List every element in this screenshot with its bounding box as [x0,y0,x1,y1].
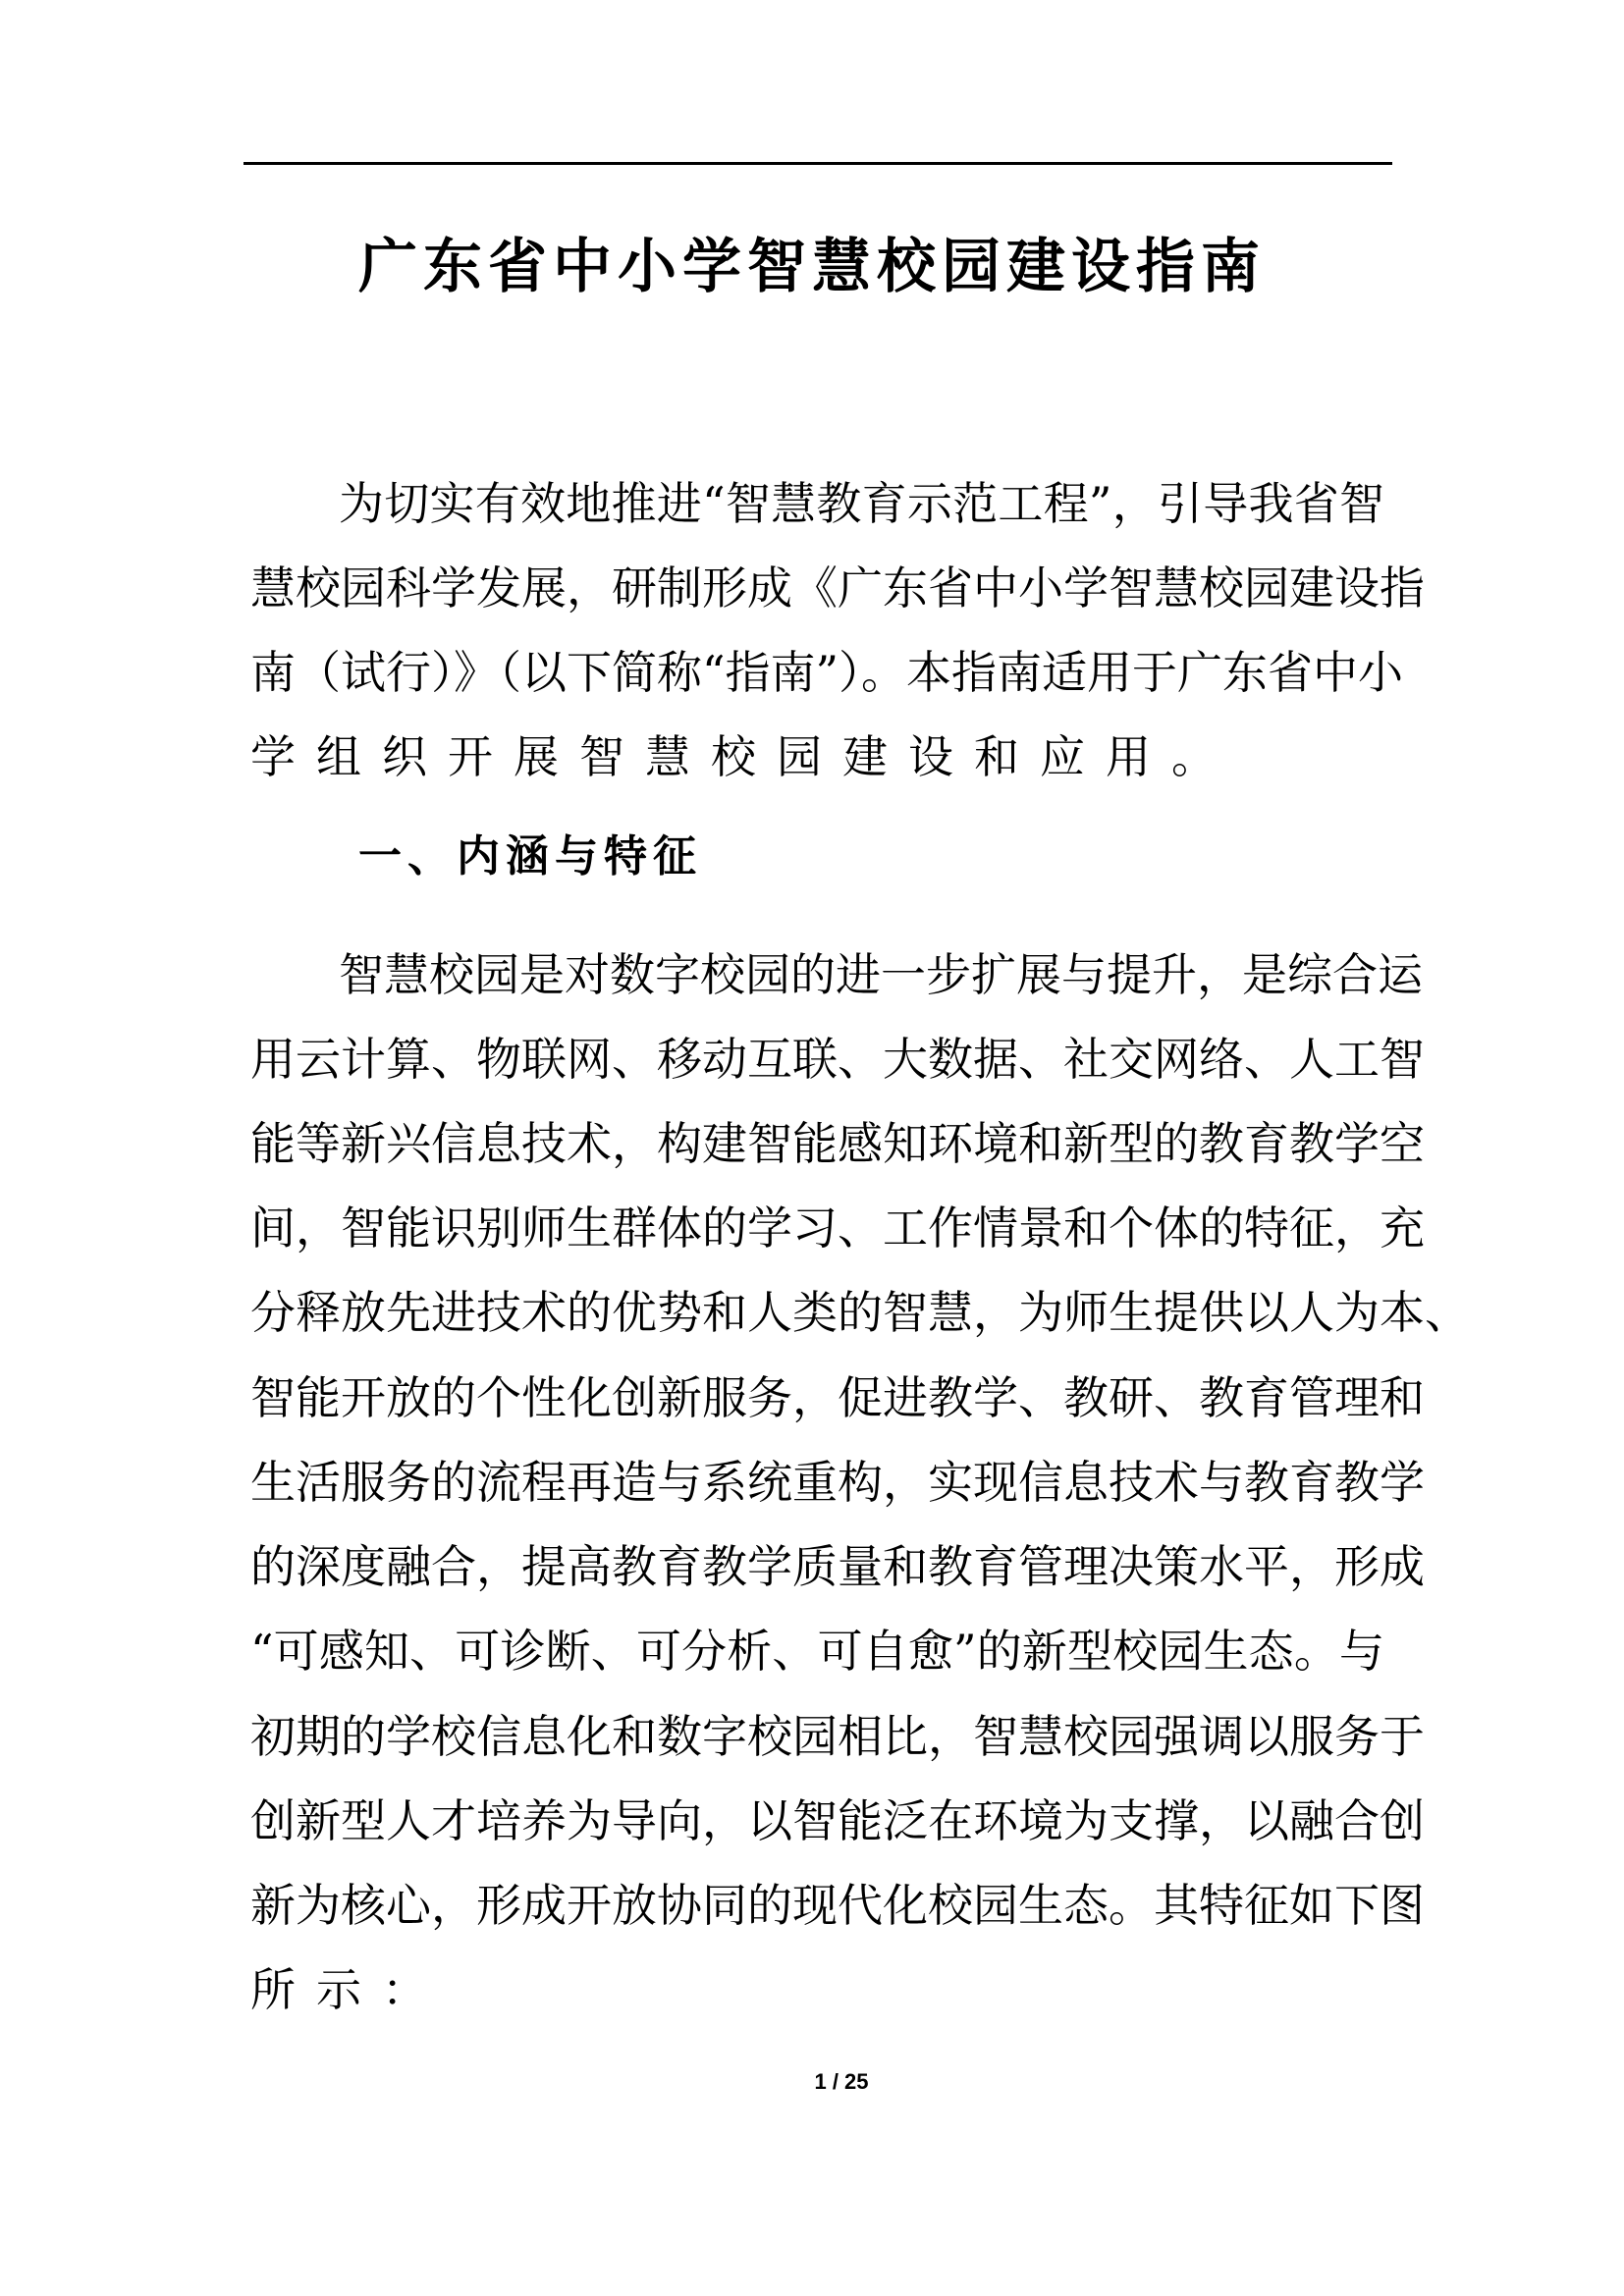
paragraph-line: 的深度融合，提高教育教学质量和教育管理决策水平，形成 [250,1540,1425,1593]
paragraph-line: 创新型人才培养为导向，以智能泛在环境为支撑，以融合创 [250,1794,1425,1847]
document-title: 广东省中小学智慧校园建设指南 [358,233,1266,301]
paragraph-line: 生活服务的流程再造与系统重构，实现信息技术与教育教学 [250,1456,1425,1509]
paragraph-line: 分释放先进技术的优势和人类的智慧，为师生提供以人为本、 [250,1286,1470,1339]
paragraph-line: 能等新兴信息技术，构建智能感知环境和新型的教育教学空 [250,1117,1425,1170]
paragraph-line: “可感知、可诊断、可分析、可自愈”的新型校园生态。与 [250,1625,1384,1678]
paragraph-line: 间，智能识别师生群体的学习、工作情景和个体的特征，充 [250,1201,1425,1255]
paragraph-line: 智能开放的个性化创新服务，促进教学、教研、教育管理和 [250,1371,1425,1424]
paragraph-line: 南（试行）》（以下简称“指南”）。本指南适用于广东省中小 [250,646,1404,699]
paragraph-line: 用云计算、物联网、移动互联、大数据、社交网络、人工智 [250,1033,1425,1086]
paragraph-line: 智慧校园是对数字校园的进一步扩展与提升，是综合运 [339,948,1423,1001]
paragraph-line: 所示： [250,1963,448,2016]
paragraph-line: 学组织开展智慧校园建设和应用。 [250,730,1237,783]
page-number: 1 / 25 [814,2069,869,2094]
header-rule [244,162,1392,165]
paragraph-line: 初期的学校信息化和数字校园相比，智慧校园强调以服务于 [250,1710,1425,1763]
section-heading: 一、内涵与特征 [358,831,702,881]
paragraph-line: 慧校园科学发展，研制形成《广东省中小学智慧校园建设指 [250,561,1425,614]
paragraph-line: 新为核心，形成开放协同的现代化校园生态。其特征如下图 [250,1879,1425,1932]
paragraph-line: 为切实有效地推进“智慧教育示范工程”，引导我省智 [339,477,1384,530]
